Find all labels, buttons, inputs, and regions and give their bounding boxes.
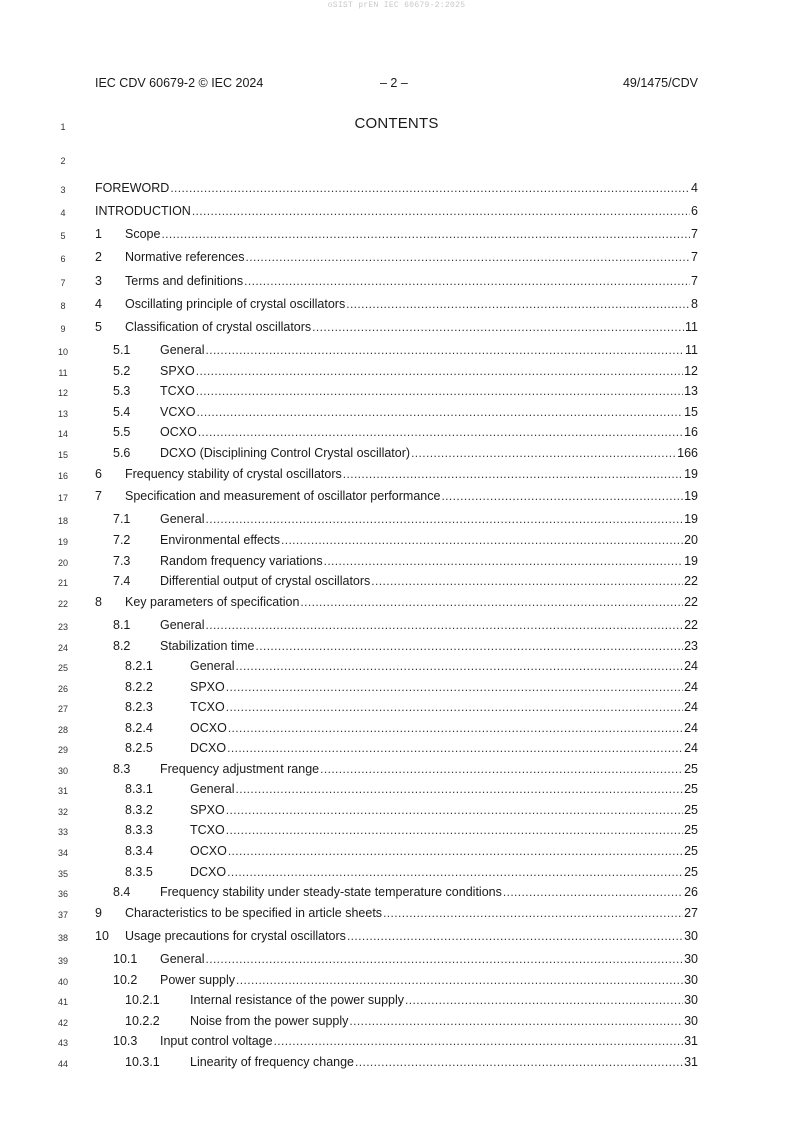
- toc-dot-leader: [281, 533, 683, 547]
- toc-dot-leader: [246, 250, 691, 264]
- line-number: 38: [57, 933, 68, 943]
- line-number: 2: [60, 156, 66, 166]
- toc-page-number: 24: [684, 680, 698, 694]
- toc-page-number: 24: [684, 721, 698, 735]
- line-number: 15: [57, 450, 68, 460]
- line-number: 13: [57, 409, 68, 419]
- toc-entry[interactable]: [95, 446, 698, 462]
- line-number: 7: [60, 278, 66, 288]
- toc-page-number: 30: [684, 973, 698, 987]
- toc-section-number: 7.2: [113, 533, 131, 547]
- page-title: CONTENTS: [354, 115, 439, 132]
- toc-entry[interactable]: [95, 865, 698, 881]
- toc-section-number: 7.3: [113, 554, 131, 568]
- toc-entry[interactable]: [95, 844, 698, 860]
- toc-dot-leader: [441, 489, 683, 503]
- toc-section-number: 5.4: [113, 405, 131, 419]
- toc-section-title: Terms and definitions: [125, 274, 244, 288]
- toc-dot-leader: [256, 639, 684, 653]
- toc-dot-leader: [236, 973, 683, 987]
- toc-entry[interactable]: [95, 803, 698, 819]
- toc-page-number: 19: [684, 554, 698, 568]
- toc-section-title: General: [190, 659, 235, 673]
- toc-entry[interactable]: [95, 762, 698, 778]
- line-number: 35: [57, 869, 68, 879]
- toc-section-number: 5: [95, 320, 102, 334]
- line-number: 26: [57, 684, 68, 694]
- toc-section-number: 8.3.4: [125, 844, 153, 858]
- toc-entry[interactable]: [95, 250, 698, 266]
- toc-section-number: 5.2: [113, 364, 131, 378]
- toc-dot-leader: [198, 425, 683, 439]
- toc-dot-leader: [355, 1055, 683, 1069]
- toc-page-number: 26: [684, 885, 698, 899]
- toc-entry[interactable]: [95, 574, 698, 590]
- toc-dot-leader: [300, 595, 683, 609]
- toc-dot-leader: [227, 865, 683, 879]
- toc-dot-leader: [205, 952, 683, 966]
- line-number: 29: [57, 745, 68, 755]
- toc-section-title: Scope: [125, 227, 161, 241]
- toc-page-number: 12: [684, 364, 698, 378]
- toc-page-number: 6: [691, 204, 698, 218]
- toc-page-number: 19: [684, 467, 698, 481]
- toc-dot-leader: [349, 1014, 683, 1028]
- toc-page-number: 4: [691, 181, 698, 195]
- toc-entry[interactable]: [95, 993, 698, 1009]
- toc-section-title: General: [160, 343, 205, 357]
- toc-section-number: 7.4: [113, 574, 131, 588]
- toc-section-title: Classification of crystal oscillators: [125, 320, 312, 334]
- toc-section-title: Normative references: [125, 250, 245, 264]
- toc-dot-leader: [346, 297, 690, 311]
- line-number: 33: [57, 827, 68, 837]
- toc-section-number: 5.5: [113, 425, 131, 439]
- line-number: 5: [60, 231, 66, 241]
- toc-section-title: Differential output of crystal oscillators: [160, 574, 371, 588]
- toc-section-title: Environmental effects: [160, 533, 280, 547]
- toc-entry[interactable]: [95, 320, 698, 336]
- toc-dot-leader: [235, 782, 683, 796]
- line-number: 6: [60, 254, 66, 264]
- toc-section-title: General: [160, 512, 205, 526]
- toc-page-number: 166: [677, 446, 698, 460]
- toc-section-number: 10.1: [113, 952, 138, 966]
- toc-entry[interactable]: [95, 181, 698, 197]
- toc-dot-leader: [226, 803, 683, 817]
- toc-section-title: TCXO: [160, 384, 195, 398]
- toc-section-title: Power supply: [160, 973, 236, 987]
- toc-entry[interactable]: [95, 721, 698, 737]
- toc-section-title: DCXO: [190, 865, 227, 879]
- toc-page-number: 19: [684, 489, 698, 503]
- line-number: 27: [57, 704, 68, 714]
- toc-dot-leader: [170, 181, 690, 195]
- line-number: 42: [57, 1018, 68, 1028]
- toc-section-title: DCXO: [190, 741, 227, 755]
- document-watermark: oSIST prEN IEC 60679-2:2025: [327, 1, 466, 10]
- toc-section-title: Oscillating principle of crystal oscillators: [125, 297, 346, 311]
- toc-entry[interactable]: [95, 1014, 698, 1030]
- toc-section-title: Internal resistance of the power supply: [190, 993, 405, 1007]
- toc-section-title: Input control voltage: [160, 1034, 273, 1048]
- toc-page-number: 25: [684, 865, 698, 879]
- toc-section-title: OCXO: [190, 844, 227, 858]
- line-number: 41: [57, 997, 68, 1007]
- line-number: 23: [57, 622, 68, 632]
- toc-entry[interactable]: [95, 952, 698, 968]
- toc-section-title: SPXO: [190, 803, 225, 817]
- toc-section-number: 4: [95, 297, 102, 311]
- toc-section-title: SPXO: [160, 364, 195, 378]
- toc-page-number: 25: [684, 762, 698, 776]
- toc-section-number: 7.1: [113, 512, 131, 526]
- line-number: 25: [57, 663, 68, 673]
- toc-section-title: TCXO: [190, 823, 225, 837]
- toc-section-title: Stabilization time: [160, 639, 255, 653]
- toc-page-number: 13: [684, 384, 698, 398]
- toc-section-number: 5.6: [113, 446, 131, 460]
- toc-page-number: 7: [691, 227, 698, 241]
- toc-page-number: 15: [684, 405, 698, 419]
- toc-section-title: FOREWORD: [95, 181, 170, 195]
- line-number: 43: [57, 1038, 68, 1048]
- toc-section-number: 8.2.2: [125, 680, 153, 694]
- toc-section-title: Noise from the power supply: [190, 1014, 349, 1028]
- toc-section-title: Frequency stability under steady-state temperature conditions: [160, 885, 502, 899]
- toc-entry[interactable]: [95, 405, 698, 421]
- toc-section-number: 8.3: [113, 762, 131, 776]
- toc-section-number: 8.3.1: [125, 782, 153, 796]
- toc-section-number: 8.3.5: [125, 865, 153, 879]
- toc-page-number: 24: [684, 741, 698, 755]
- header-document-id: IEC CDV 60679-2 © IEC 2024: [95, 76, 264, 90]
- toc-dot-leader: [274, 1034, 684, 1048]
- header-reference: 49/1475/CDV: [622, 76, 698, 90]
- toc-entry[interactable]: [95, 885, 698, 901]
- toc-page-number: 25: [684, 782, 698, 796]
- toc-page-number: 22: [684, 574, 698, 588]
- toc-section-title: Specification and measurement of oscillator performance: [125, 489, 441, 503]
- toc-page-number: 30: [684, 929, 698, 943]
- toc-dot-leader: [383, 906, 683, 920]
- line-number: 3: [60, 185, 66, 195]
- line-number: 20: [57, 558, 68, 568]
- header-page-number: – 2 –: [380, 76, 408, 90]
- toc-dot-leader: [312, 320, 684, 334]
- toc-dot-leader: [205, 343, 684, 357]
- toc-section-number: 5.3: [113, 384, 131, 398]
- line-number: 31: [57, 786, 68, 796]
- line-number: 28: [57, 725, 68, 735]
- toc-section-number: 8.2.4: [125, 721, 153, 735]
- toc-section-number: 1: [95, 227, 102, 241]
- toc-entry[interactable]: [95, 929, 698, 945]
- toc-section-title: VCXO: [160, 405, 196, 419]
- toc-entry[interactable]: [95, 343, 698, 359]
- toc-page-number: 27: [684, 906, 698, 920]
- toc-entry[interactable]: [95, 595, 698, 611]
- toc-section-number: 8.2.3: [125, 700, 153, 714]
- toc-entry[interactable]: [95, 906, 698, 922]
- toc-entry[interactable]: [95, 227, 698, 243]
- toc-dot-leader: [411, 446, 676, 460]
- toc-section-title: Random frequency variations: [160, 554, 323, 568]
- line-number: 9: [60, 324, 66, 334]
- line-number: 14: [57, 429, 68, 439]
- toc-dot-leader: [235, 659, 683, 673]
- toc-dot-leader: [205, 618, 683, 632]
- toc-section-title: Usage precautions for crystal oscillators: [125, 929, 346, 943]
- toc-page-number: 22: [684, 595, 698, 609]
- toc-dot-leader: [228, 844, 683, 858]
- line-number: 21: [57, 578, 68, 588]
- toc-page-number: 8: [691, 297, 698, 311]
- toc-entry[interactable]: [95, 533, 698, 549]
- toc-dot-leader: [196, 405, 683, 419]
- line-number: 18: [57, 516, 68, 526]
- toc-section-number: 10: [95, 929, 109, 943]
- line-number: 39: [57, 956, 68, 966]
- toc-section-number: 10.3.1: [125, 1055, 160, 1069]
- toc-section-title: DCXO (Disciplining Control Crystal oscillator): [160, 446, 411, 460]
- toc-entry[interactable]: [95, 1034, 698, 1050]
- toc-entry[interactable]: [95, 680, 698, 696]
- toc-entry[interactable]: [95, 364, 698, 380]
- toc-dot-leader: [405, 993, 683, 1007]
- line-number: 34: [57, 848, 68, 858]
- toc-page-number: 7: [691, 250, 698, 264]
- toc-entry[interactable]: [95, 297, 698, 313]
- toc-section-number: 8.4: [113, 885, 131, 899]
- toc-section-number: 9: [95, 906, 102, 920]
- line-number: 24: [57, 643, 68, 653]
- toc-section-number: 7: [95, 489, 102, 503]
- toc-section-title: SPXO: [190, 680, 225, 694]
- line-number: 1: [60, 122, 66, 132]
- toc-dot-leader: [226, 680, 683, 694]
- toc-dot-leader: [371, 574, 683, 588]
- line-number: 16: [57, 471, 68, 481]
- toc-section-number: 8.2.1: [125, 659, 153, 673]
- toc-section-number: 8.2: [113, 639, 131, 653]
- toc-page-number: 16: [684, 425, 698, 439]
- line-number: 30: [57, 766, 68, 776]
- toc-dot-leader: [228, 721, 683, 735]
- line-number: 37: [57, 910, 68, 920]
- line-number: 17: [57, 493, 68, 503]
- toc-entry[interactable]: [95, 973, 698, 989]
- line-number: 32: [57, 807, 68, 817]
- toc-entry[interactable]: [95, 618, 698, 634]
- toc-entry[interactable]: [95, 489, 698, 505]
- toc-page-number: 20: [684, 533, 698, 547]
- toc-section-title: Key parameters of specification: [125, 595, 300, 609]
- toc-dot-leader: [161, 227, 690, 241]
- toc-entry[interactable]: [95, 823, 698, 839]
- toc-dot-leader: [205, 512, 683, 526]
- toc-section-title: TCXO: [190, 700, 225, 714]
- toc-section-title: INTRODUCTION: [95, 204, 191, 218]
- line-number: 22: [57, 599, 68, 609]
- toc-page-number: 11: [685, 320, 698, 334]
- toc-entry[interactable]: [95, 467, 698, 483]
- toc-section-title: General: [190, 782, 235, 796]
- toc-dot-leader: [347, 929, 683, 943]
- toc-page-number: 11: [685, 343, 698, 357]
- toc-page-number: 30: [684, 1014, 698, 1028]
- toc-entry[interactable]: [95, 741, 698, 757]
- toc-section-title: General: [160, 952, 205, 966]
- toc-section-title: General: [160, 618, 205, 632]
- toc-entry[interactable]: [95, 700, 698, 716]
- line-number: 19: [57, 537, 68, 547]
- toc-page-number: 25: [684, 844, 698, 858]
- toc-entry[interactable]: [95, 204, 698, 220]
- toc-section-number: 10.3: [113, 1034, 138, 1048]
- toc-section-number: 8.3.2: [125, 803, 153, 817]
- toc-dot-leader: [192, 204, 690, 218]
- toc-dot-leader: [343, 467, 683, 481]
- toc-dot-leader: [226, 700, 683, 714]
- toc-page-number: 24: [684, 659, 698, 673]
- line-number: 11: [58, 368, 68, 378]
- line-number: 40: [57, 977, 68, 987]
- toc-dot-leader: [227, 741, 683, 755]
- line-number: 4: [60, 208, 66, 218]
- toc-entry[interactable]: [95, 512, 698, 528]
- toc-dot-leader: [320, 762, 683, 776]
- toc-entry[interactable]: [95, 554, 698, 570]
- toc-entry[interactable]: [95, 384, 698, 400]
- toc-page-number: 25: [684, 803, 698, 817]
- toc-section-number: 10.2.1: [125, 993, 160, 1007]
- toc-page-number: 19: [684, 512, 698, 526]
- toc-entry[interactable]: [95, 639, 698, 655]
- toc-entry[interactable]: [95, 659, 698, 675]
- toc-page-number: 31: [684, 1034, 698, 1048]
- toc-section-number: 3: [95, 274, 102, 288]
- toc-page-number: 23: [684, 639, 698, 653]
- toc-section-number: 6: [95, 467, 102, 481]
- toc-page-number: 22: [684, 618, 698, 632]
- toc-section-title: OCXO: [160, 425, 197, 439]
- toc-page-number: 24: [684, 700, 698, 714]
- line-number: 36: [57, 889, 68, 899]
- toc-section-number: 2: [95, 250, 102, 264]
- toc-section-number: 10.2: [113, 973, 138, 987]
- toc-section-title: Linearity of frequency change: [190, 1055, 354, 1069]
- toc-dot-leader: [226, 823, 683, 837]
- toc-page-number: 30: [684, 993, 698, 1007]
- toc-page-number: 31: [684, 1055, 698, 1069]
- toc-section-title: Frequency adjustment range: [160, 762, 320, 776]
- line-number: 8: [60, 301, 66, 311]
- toc-section-number: 8.1: [113, 618, 131, 632]
- toc-entry[interactable]: [95, 274, 698, 290]
- line-number: 44: [57, 1059, 68, 1069]
- toc-section-title: OCXO: [190, 721, 227, 735]
- toc-page-number: 7: [691, 274, 698, 288]
- toc-dot-leader: [324, 554, 684, 568]
- toc-section-number: 8: [95, 595, 102, 609]
- toc-section-number: 8.3.3: [125, 823, 153, 837]
- toc-section-number: 10.2.2: [125, 1014, 160, 1028]
- toc-entry[interactable]: [95, 782, 698, 798]
- line-number: 10: [57, 347, 68, 357]
- toc-section-title: Frequency stability of crystal oscillators: [125, 467, 342, 481]
- toc-entry[interactable]: [95, 1055, 698, 1071]
- toc-section-number: 5.1: [113, 343, 131, 357]
- toc-section-number: 8.2.5: [125, 741, 153, 755]
- toc-dot-leader: [196, 364, 683, 378]
- line-number: 12: [57, 388, 68, 398]
- toc-dot-leader: [196, 384, 683, 398]
- toc-dot-leader: [244, 274, 690, 288]
- toc-entry[interactable]: [95, 425, 698, 441]
- toc-dot-leader: [503, 885, 683, 899]
- toc-page-number: 30: [684, 952, 698, 966]
- toc-section-title: Characteristics to be specified in article sheets: [125, 906, 383, 920]
- toc-page-number: 25: [684, 823, 698, 837]
